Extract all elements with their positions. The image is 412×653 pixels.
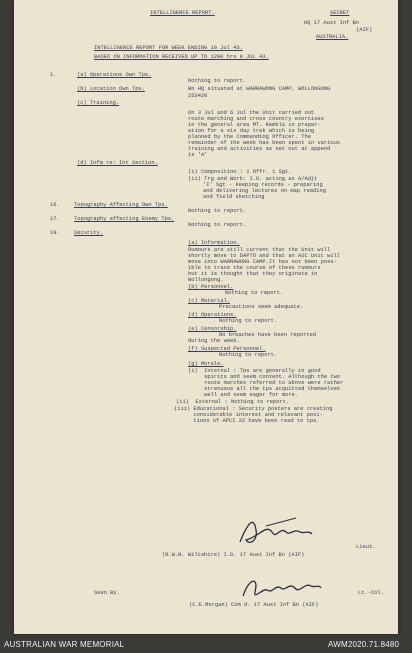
seen-by-label: Seen By. [94, 590, 120, 596]
section-c-line: route marching and cross country exercises [188, 116, 324, 122]
section-16-number: 16. [50, 202, 60, 208]
section-19e-text: No breaches have been reported [219, 332, 317, 338]
section-c-line: remainder of the week has been spent in various [188, 140, 341, 146]
section-19g-line: strenuous all the tps acquitted themselves [188, 386, 341, 392]
section-19a-line: ible to trace the course of these rumours [188, 265, 321, 271]
section-19d-label: (d) Operations. [188, 312, 237, 318]
section-17-label: Topography affecting Enemy Tps. [74, 216, 175, 222]
section-17-text: Nothing to report. [188, 222, 247, 228]
section-19c-text: Precautions seem adequate. [219, 304, 304, 310]
section-19-label: Security. [74, 230, 104, 236]
section-d-training: and field sketching [203, 194, 265, 200]
section-1-number: 1. [50, 72, 57, 78]
section-17-number: 17. [50, 216, 60, 222]
section-d-composition: (i) Composition : 1 Offr. 1 Sgt. [188, 169, 292, 175]
section-19g-line: (ii) External : Nothing to report. [176, 399, 290, 405]
report-heading-2: BASED ON INFORMATION RECEIVED UP TO 1200 hrs 9 JUL 43. [94, 54, 269, 60]
section-19g-line: (iii) Educational : Security posters are creating [174, 406, 333, 412]
section-19g-line: considerable interest and relevant posi- [174, 412, 323, 418]
section-19f-text: Nothing to report. [219, 352, 278, 358]
section-19g-label: (g) Morale. [188, 361, 224, 367]
section-b-text: Bn HQ situated at WARRAWONG CAMP, WOLLONGONG [188, 86, 331, 92]
section-d-training: (ii) Trg and Work: I.O. acting as A/Adjt [188, 176, 318, 182]
section-19e-label: (e) Censorship. [188, 326, 237, 332]
hq-line: HQ 17 Aust Inf Bn [304, 20, 359, 26]
section-19a-label: (a) Information. [188, 240, 240, 246]
section-19f-label: (f) Suspected Personnel. [188, 346, 266, 352]
signature-2-name: (C.E.Morgan) Com d. 17 Aust Inf Bn (AIF) [189, 602, 319, 608]
classification-label: SECRET [330, 10, 350, 16]
signature-1-rank: Lieut. [356, 544, 376, 550]
section-19b-text: Nothing to report. [225, 290, 284, 296]
signature-2-rank: Lt.-Col. [358, 590, 384, 596]
handwritten-signature-1 [236, 512, 316, 552]
section-19-number: 19. [50, 230, 60, 236]
section-19g-line: route marches referred to above were rather [188, 380, 344, 386]
section-c-line: is 'A' [188, 152, 208, 158]
section-19b-label: (b) Personnel. [188, 284, 234, 290]
section-b-ref: 253420 [188, 93, 208, 99]
section-a-text: Nothing to report. [188, 78, 247, 84]
section-c-line: in the general area MT. Kembla in prepar- [188, 122, 321, 128]
section-c-line: ation for a six day trek which is being [188, 128, 315, 134]
archive-id: AWM2020.71.8480 [328, 640, 400, 649]
section-16-label: Topography Affecting Own Tps. [74, 202, 168, 208]
location-line: AUSTRALIA. [316, 34, 349, 40]
section-c-label: (c) Training. [77, 100, 120, 106]
section-16-text: Nothing to report. [188, 208, 247, 214]
hq-tag: (AIF) [356, 27, 373, 33]
section-19a-line: shortly move to DAPTO and that an ASC Unit will [188, 253, 341, 259]
section-d-training: 'I' Sgt - keeping records - preparing [203, 182, 323, 188]
archive-credit: AUSTRALIAN WAR MEMORIAL [4, 640, 125, 649]
signature-1-name: (R.W.N. Wiltshire) I.O. 17 Aust Inf Bn (AIF) [162, 552, 305, 558]
section-b-label: (b) Location Own Tps. [77, 86, 145, 92]
section-d-label: (d) Infm re: Int Section. [77, 160, 158, 166]
section-c-line: training and activities as set out at append [188, 146, 331, 152]
section-19a-line: move into WARRAWONG CAMP.It has not been poss- [188, 259, 337, 265]
section-a-label: (a) Operations Own Tps. [77, 72, 152, 78]
section-19g-line: well and seem eager for more. [188, 392, 298, 398]
handwritten-signature-2 [239, 570, 324, 606]
section-19a-line: Rumours are still current that the Unit will [188, 247, 331, 253]
report-heading-1: INTELLIGENCE REPORT FOR WEEK ENDING 10 Jul 43. [94, 45, 243, 51]
section-19g-line: spirits and seem content. Although the two [188, 374, 341, 380]
report-title: INTELLIGENCE REPORT. [150, 10, 215, 16]
section-19e-text: during the week. [188, 338, 240, 344]
section-19g-line: (i) Internal : Tps are generally in good [188, 368, 321, 374]
section-c-line: On 3 Jul and 6 Jul the Unit carried out [188, 110, 315, 116]
section-c-line: planned by the Commanding Officer. The [188, 134, 311, 140]
section-19c-label: (c) Material. [188, 298, 231, 304]
document-page [14, 0, 398, 634]
section-19d-text: Nothing to report. [219, 318, 278, 324]
section-19a-line: but it is thought that they originate in [188, 271, 318, 277]
section-d-training: and delivering lectures on map reading [203, 188, 326, 194]
section-19g-line: tions of APCI 22 have been read to tps. [174, 418, 320, 424]
section-19a-line: Wollongong. [188, 277, 224, 283]
